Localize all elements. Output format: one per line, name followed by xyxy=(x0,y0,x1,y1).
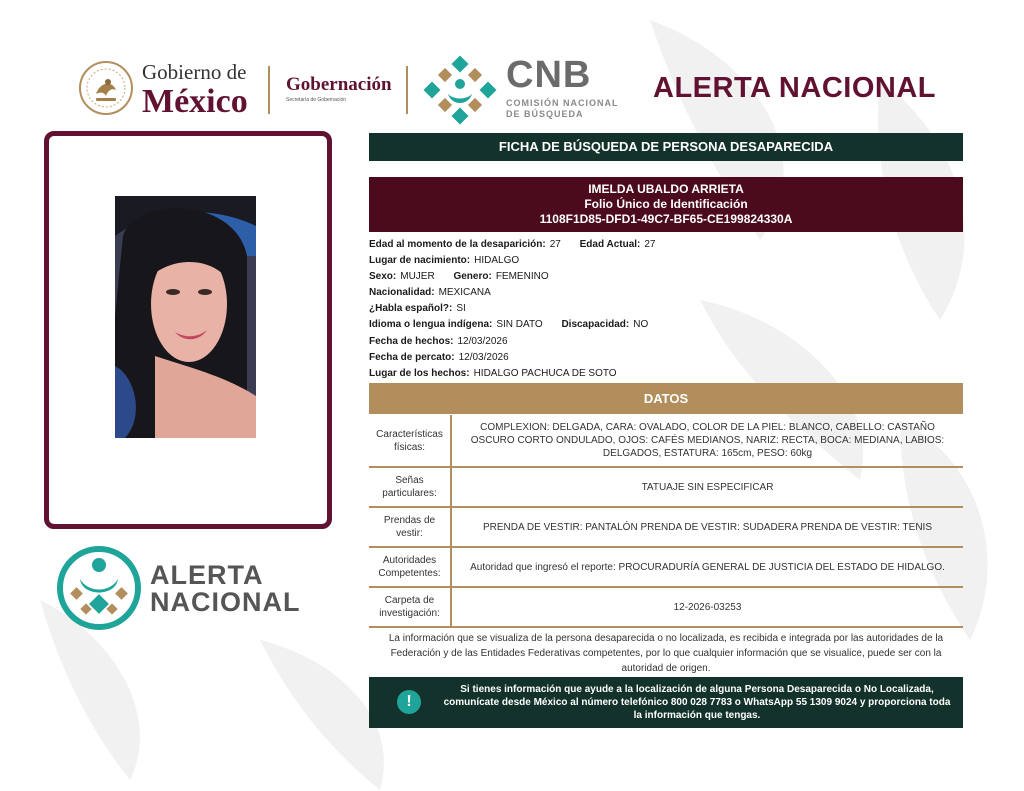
divider xyxy=(268,66,270,114)
habla-espanol-value: SI xyxy=(456,303,466,315)
nacionalidad-label: Nacionalidad: xyxy=(369,287,435,299)
row-label: Autoridades Competentes: xyxy=(369,547,451,587)
disclaimer: La información que se visualiza de la persona desaparecida o no localizada, es recibida e integrada por las autoridades de la Federación y de las Entidades Federativas competentes, por lo que cualquier información que se visualice, puede ser con la autoridad de origen. xyxy=(388,633,944,674)
datos-header: DATOS xyxy=(369,383,963,414)
edad-actual-value: 27 xyxy=(644,239,656,250)
table-row xyxy=(369,547,963,587)
discapacidad-value: NO xyxy=(633,319,649,331)
lugar-hechos-value: HIDALGO PACHUCA DE SOTO xyxy=(473,367,617,379)
gobernacion-subtitle: Secretaría de Gobernación xyxy=(286,97,347,103)
genero-value: FEMENINO xyxy=(495,271,549,283)
person-identity-banner xyxy=(369,177,963,232)
idioma-value: SIN DATO xyxy=(496,319,543,331)
lugar-nacimiento-value: HIDALGO xyxy=(474,255,520,267)
ficha-title: FICHA DE BÚSQUEDA DE PERSONA DESAPARECIDA xyxy=(369,133,963,161)
genero-label: Genero: xyxy=(453,271,492,283)
photo-frame xyxy=(44,131,332,529)
row-value: 12-2026-03253 xyxy=(451,587,963,627)
alerta-nacional-logo-text xyxy=(150,562,301,616)
edad-desaparicion-label: Edad al momento de la desaparición: xyxy=(369,239,546,250)
exclamation-icon: ! xyxy=(397,690,421,714)
datos-table xyxy=(369,415,963,628)
person-info xyxy=(369,237,963,382)
fecha-percato-value: 12/03/2026 xyxy=(458,351,509,363)
gobernacion-logo xyxy=(286,74,392,103)
help-banner xyxy=(369,677,963,728)
info-row xyxy=(369,237,963,253)
logo-line1: ALERTA xyxy=(150,560,264,590)
missing-person-photo xyxy=(115,196,256,438)
folio-value: 1108F1D85-DFD1-49C7-BF65-CE199824330A xyxy=(539,212,793,226)
habla-espanol-label: ¿Habla español?: xyxy=(369,303,453,315)
discapacidad-label: Discapacidad: xyxy=(561,319,630,331)
table-row xyxy=(369,467,963,507)
info-row xyxy=(369,366,963,382)
row-value: Autoridad que ingresó el reporte: PROCURADURÍA GENERAL DE JUSTICIA DEL ESTADO DE HIDALGO. xyxy=(451,547,963,587)
alert-title: ALERTA NACIONAL xyxy=(653,72,936,104)
info-row xyxy=(369,253,963,269)
cnb-logo-icon xyxy=(422,56,498,126)
help-text: Si tienes información que ayude a la localización de alguna Persona Desaparecida o No Localizada, comunícate desde México al número telefónico 800 028 7783 o WhatsApp 55 1309 9024 y proporciona toda la información que tengas. xyxy=(443,684,951,721)
table-row xyxy=(369,587,963,627)
info-row xyxy=(369,301,963,317)
sexo-label: Sexo: xyxy=(369,271,397,283)
row-value: PRENDA DE VESTIR: PANTALÓN PRENDA DE VESTIR: SUDADERA PRENDA DE VESTIR: TENIS xyxy=(451,507,963,547)
alerta-nacional-logo-icon xyxy=(56,545,142,631)
cnb-name-line1: COMISIÓN NACIONAL xyxy=(506,98,619,108)
cnb-text xyxy=(506,56,619,120)
info-row xyxy=(369,334,963,350)
edad-desaparicion-value: 27 xyxy=(549,239,561,250)
sexo-value: MUJER xyxy=(400,271,435,283)
table-row xyxy=(369,507,963,547)
edad-actual-label: Edad Actual: xyxy=(579,239,641,250)
row-label: Carpeta de investigación: xyxy=(369,587,451,627)
mexico-seal-icon xyxy=(78,60,134,116)
logo-line2: NACIONAL xyxy=(150,587,301,617)
row-value: TATUAJE SIN ESPECIFICAR xyxy=(451,467,963,507)
row-label: Prendas de vestir: xyxy=(369,507,451,547)
cnb-acronym: CNB xyxy=(506,54,592,96)
lugar-hechos-label: Lugar de los hechos: xyxy=(369,367,470,379)
header xyxy=(70,56,950,124)
table-row xyxy=(369,415,963,467)
row-label: Características físicas: xyxy=(369,415,451,467)
gobierno-de-mexico-logo xyxy=(142,62,248,119)
info-row xyxy=(369,350,963,366)
row-value: COMPLEXION: DELGADA, CARA: OVALADO, COLOR DE LA PIEL: BLANCO, CABELLO: CASTAÑO OSCURO CORTO ONDULADO, OJOS: CAFÉS MEDIANOS, NARIZ: RECTA, BOCA: MEDIANA, LABIOS: DELGADOS, ESTATURA: 165cm, PESO: 60kg xyxy=(451,415,963,467)
folio-label: Folio Único de Identificación xyxy=(584,197,748,211)
lugar-nacimiento-label: Lugar de nacimiento: xyxy=(369,255,471,267)
info-row xyxy=(369,269,963,285)
info-row xyxy=(369,317,963,333)
divider xyxy=(406,66,408,114)
info-row xyxy=(369,285,963,301)
gobierno-line2: México xyxy=(142,83,248,120)
person-name: IMELDA UBALDO ARRIETA xyxy=(588,182,744,196)
fecha-hechos-label: Fecha de hechos: xyxy=(369,335,454,347)
fecha-percato-label: Fecha de percato: xyxy=(369,351,455,363)
gobernacion-title: Gobernación xyxy=(286,74,392,95)
fecha-hechos-value: 12/03/2026 xyxy=(457,335,508,347)
cnb-name-line2: DE BÚSQUEDA xyxy=(506,109,584,119)
row-label: Señas particulares: xyxy=(369,467,451,507)
nacionalidad-value: MEXICANA xyxy=(438,287,491,299)
gobierno-line1: Gobierno de xyxy=(142,60,247,84)
idioma-label: Idioma o lengua indígena: xyxy=(369,319,493,331)
